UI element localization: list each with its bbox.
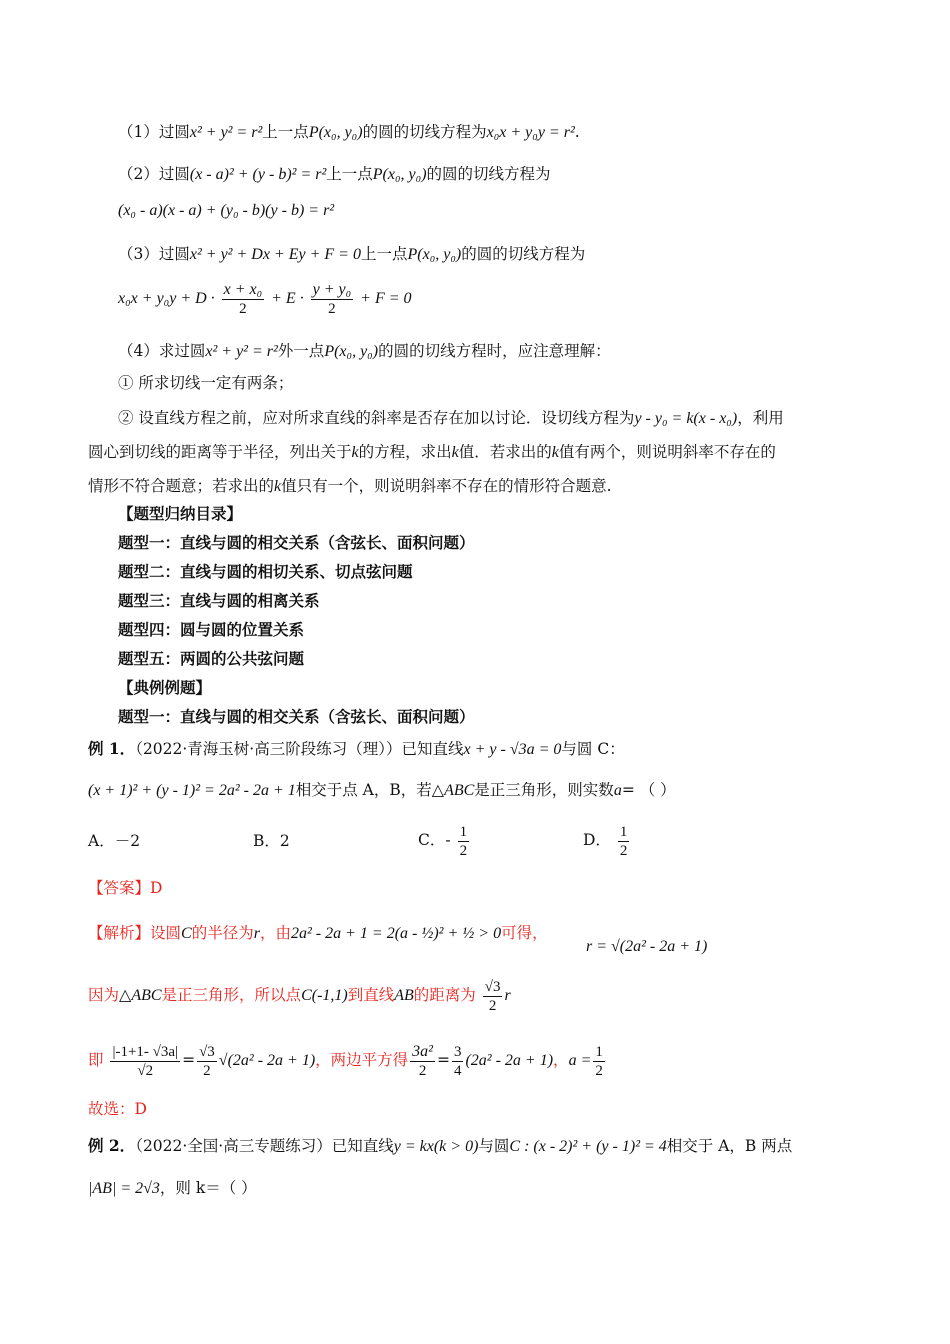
fraction xyxy=(222,281,265,318)
text: 情形不符合题意；若求出的 xyxy=(88,477,275,495)
option-label: B． xyxy=(253,832,280,850)
fraction-numerator: 3a² xyxy=(412,1042,433,1060)
example-2-stem xyxy=(88,1135,792,1158)
text: 与圆 C： xyxy=(561,740,625,758)
math-expr: (2a² - 2a + 1) xyxy=(465,1052,554,1069)
math-var: r xyxy=(253,925,260,942)
math-expr: + E · xyxy=(271,290,304,307)
text: ② 设直线方程之前，应对所求直线的斜率是否存在加以讨论．设切线方程为 xyxy=(118,409,635,427)
text: 的圆的切线方程为 xyxy=(461,245,586,263)
text: . xyxy=(574,123,580,141)
math-expr: x₀x + y₀y + D · xyxy=(118,290,215,307)
fraction-denominator: 2 xyxy=(328,300,336,317)
math-circle-eq: (x + 1)² + (y - 1)² = 2a² - 2a + 1 xyxy=(88,782,296,799)
note-2-line-1 xyxy=(118,407,784,430)
catalog-item: 题型五：两圆的公共弦问题 xyxy=(118,649,305,668)
math-var: k xyxy=(551,444,559,461)
intro-item-3 xyxy=(118,243,585,266)
text: 因为 xyxy=(88,986,120,1004)
text: （2022·青海玉树·高三阶段练习（理））已知直线 xyxy=(135,740,464,758)
math-circle-eq: x² + y² = r² xyxy=(189,124,263,141)
fraction-denominator: 2 xyxy=(488,997,497,1014)
math-tangent-eq: (x₀ - a)(x - a) + (y₀ - b)(y - b) = r² xyxy=(118,202,335,219)
math-circle-eq: x² + y² + Dx + Ey + F = 0 xyxy=(189,246,361,263)
math-expr: a = xyxy=(568,1052,592,1069)
fraction-numerator: 1 xyxy=(619,823,628,840)
math-line-eq: y = kx(k > 0) xyxy=(393,1138,479,1155)
fraction-denominator: 2 xyxy=(595,1062,603,1079)
intro-item-2 xyxy=(118,163,551,186)
fraction xyxy=(618,823,630,860)
math-point: C(-1,1) xyxy=(301,987,348,1004)
math-tangent-eq: x₀x + y₀y = r² xyxy=(486,124,575,141)
fraction xyxy=(452,1043,464,1080)
option-value: 2 xyxy=(279,832,290,850)
text: 值有两个，则说明斜率不存在的 xyxy=(558,443,776,461)
type-1-title: 题型一：直线与圆的相交关系（含弦长、面积问题） xyxy=(118,707,475,726)
math-triangle: △ABC xyxy=(119,987,162,1004)
text: （3）过圆 xyxy=(118,245,190,263)
fraction-numerator: y + y₀ xyxy=(312,280,352,298)
math-var: C xyxy=(181,925,192,942)
text: 的圆的切线方程为 xyxy=(426,165,551,183)
math-expr: 2a² - 2a + 1 = 2(a - ½)² + ½ > 0 xyxy=(290,925,502,942)
text: 相交于 A，B 两点 xyxy=(666,1137,793,1155)
text: 的距离为 xyxy=(413,986,476,1004)
note-2-line-3 xyxy=(88,475,612,498)
text: 圆心到切线的距离等于半径，列出关于 xyxy=(88,443,352,461)
option-b xyxy=(253,830,290,852)
text: ，则 k＝（ ） xyxy=(159,1179,257,1197)
examples-title: 【典例例题】 xyxy=(118,678,212,697)
option-label: C． xyxy=(418,831,446,849)
math-circle-eq: (x - a)² + (y - b)² = r² xyxy=(189,166,327,183)
text: （4）求过圆 xyxy=(118,342,206,360)
fraction-numerator: √3 xyxy=(484,978,501,995)
fraction xyxy=(483,978,503,1015)
fraction-numerator: 3 xyxy=(453,1043,462,1060)
text: ，利用 xyxy=(737,409,784,427)
fraction xyxy=(197,1043,217,1080)
math-var: k xyxy=(351,444,359,461)
math-point: P(x₀, y₀) xyxy=(308,124,363,141)
text: ， xyxy=(553,1051,569,1069)
fraction xyxy=(110,1043,180,1080)
text: 外一点 xyxy=(277,342,325,360)
text: （2）过圆 xyxy=(118,165,190,183)
solution-line-1 xyxy=(88,922,548,945)
answer: 【答案】D xyxy=(88,879,163,897)
catalog-item: 题型三：直线与圆的相离关系 xyxy=(118,591,320,610)
math-tangent-line: y - y₀ = k(x - x₀) xyxy=(634,410,738,427)
math-var: r xyxy=(504,987,511,1004)
option-value: －2 xyxy=(114,832,141,850)
fraction xyxy=(410,1043,435,1080)
math-point: P(x₀, y₀) xyxy=(372,166,427,183)
text: 值只有一个，则说明斜率不存在的情形符合题意. xyxy=(281,477,612,495)
math-op: = xyxy=(436,1051,450,1069)
option-d xyxy=(583,820,631,860)
solution-line-2 xyxy=(88,975,511,1016)
note-2-line-2 xyxy=(88,441,776,464)
catalog-title: 【题型归纳目录】 xyxy=(118,504,243,523)
text: 的圆的切线方程时，应注意理解： xyxy=(378,342,611,360)
text: ，两边平方得 xyxy=(315,1051,409,1069)
option-c xyxy=(418,820,471,860)
example-label: 例 1． xyxy=(88,739,136,758)
text: （2022·全国·高三专题练习）已知直线 xyxy=(135,1137,394,1155)
text: 的圆的切线方程为 xyxy=(362,123,487,141)
fraction-numerator: 1 xyxy=(459,823,468,840)
option-a xyxy=(88,830,140,852)
fraction-denominator: √2 xyxy=(137,1062,154,1079)
example-1-stem-2 xyxy=(88,779,676,802)
option-label: A． xyxy=(88,832,115,850)
fraction-numerator: |-1+1- √3a| xyxy=(112,1043,179,1060)
text: 的方程，求出 xyxy=(358,443,452,461)
option-label: D． xyxy=(583,831,611,849)
math-var: a xyxy=(613,782,622,799)
option-value: - xyxy=(445,831,451,849)
text: 上一点 xyxy=(262,123,309,141)
example-2-stem-2 xyxy=(88,1177,257,1200)
fraction-denominator: 2 xyxy=(619,842,628,859)
intro-item-1 xyxy=(118,121,580,144)
math-var: AB xyxy=(394,987,414,1004)
math-circle-eq: C : (x - 2)² + (y - 1)² = 4 xyxy=(509,1138,667,1155)
fraction-denominator: 4 xyxy=(453,1062,462,1079)
math-expr: √(2a² - 2a + 1) xyxy=(218,1052,316,1069)
fraction-numerator: x + x₀ xyxy=(223,280,263,298)
math-expr: |AB| = 2√3 xyxy=(88,1180,160,1197)
text: 是正三角形，所以点 xyxy=(161,986,302,1004)
intro-item-4 xyxy=(118,340,611,363)
intro-item-3-result xyxy=(118,278,412,319)
math-triangle: △ABC xyxy=(431,782,475,799)
math-op: = xyxy=(182,1051,196,1069)
math-var: k xyxy=(274,478,282,495)
catalog-item: 题型二：直线与圆的相切关系、切点弦问题 xyxy=(118,562,413,581)
fraction-denominator: 2 xyxy=(418,1062,427,1079)
answer-blank: = （ ） xyxy=(621,781,676,799)
math-expr: + F = 0 xyxy=(360,290,412,307)
math-line-eq: x + y - √3a = 0 xyxy=(463,741,562,758)
text: 是正三角形，则实数 xyxy=(474,781,614,799)
text: 值．若求出的 xyxy=(458,443,552,461)
text: ，由 xyxy=(259,924,291,942)
text: 设圆 xyxy=(150,924,182,942)
fraction xyxy=(311,281,354,318)
fraction-denominator: 2 xyxy=(459,842,468,859)
text: 上一点 xyxy=(360,245,408,263)
example-label: 例 2． xyxy=(88,1136,136,1155)
math-point: P(x₀, y₀) xyxy=(407,246,462,263)
fraction-denominator: 2 xyxy=(203,1062,211,1079)
text: 相交于点 A，B，若 xyxy=(295,781,432,799)
note-1: ① 所求切线一定有两条； xyxy=(118,374,294,392)
text: 的半径为 xyxy=(191,924,254,942)
text: 即 xyxy=(88,1051,104,1069)
catalog-item: 题型一：直线与圆的相交关系（含弦长、面积问题） xyxy=(118,533,475,552)
solution-r-eq xyxy=(586,935,707,958)
fraction-denominator: 2 xyxy=(239,300,247,317)
fraction xyxy=(458,823,470,860)
math-point: P(x₀, y₀) xyxy=(324,343,379,360)
text: 上一点 xyxy=(326,165,373,183)
math-circle-eq: x² + y² = r² xyxy=(205,343,278,360)
solution-line-3 xyxy=(88,1040,607,1081)
solution-label: 【解析】 xyxy=(88,924,151,942)
fraction-numerator: 1 xyxy=(595,1043,603,1060)
math-expr: r = √(2a² - 2a + 1) xyxy=(586,938,708,955)
text: 可得， xyxy=(501,924,548,942)
fraction xyxy=(593,1043,605,1080)
conclusion: 故选：D xyxy=(88,1100,147,1118)
text: （1）过圆 xyxy=(118,123,190,141)
catalog-item: 题型四：圆与圆的位置关系 xyxy=(118,620,305,639)
text: 到直线 xyxy=(347,986,395,1004)
fraction-numerator: √3 xyxy=(199,1043,215,1060)
math-var: k xyxy=(451,444,459,461)
example-1-stem xyxy=(88,738,625,761)
text: 与圆 xyxy=(478,1137,510,1155)
intro-item-2-result xyxy=(118,199,334,222)
